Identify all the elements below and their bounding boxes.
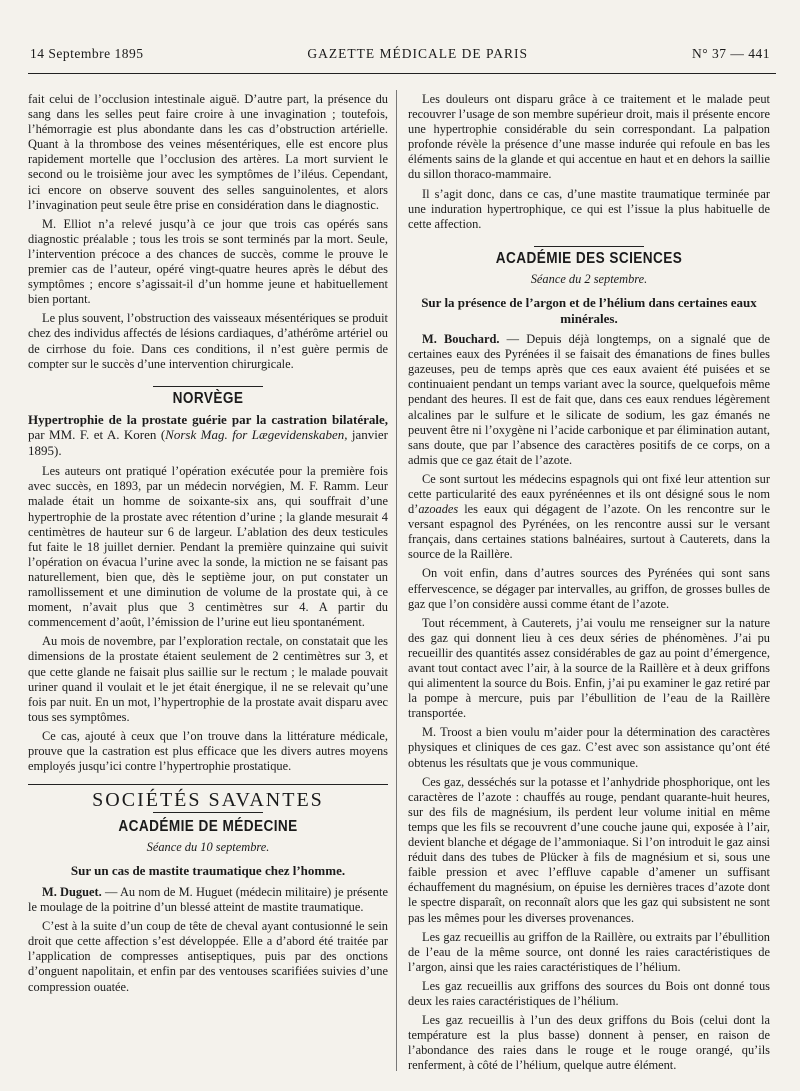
paragraph: Les auteurs ont pratiqué l’opération exécutée pour la première fois avec succès, en 1893, par un médecin norvégien, M. F. Ramm. Leur malade était un homme de soixante-six ans, qui souffrait d’une hypertrophie de la prostate avec rétention d’urine ; la glande mesurait 4 centimètres de hauteur sur 6 de largeur. L’ablation des deux testicules fut faite le 18 juillet dernier. Pendant la première quinzaine qui suivit l’opération on évacua l’urine avec la sonde, la miction ne se faisant pas naturellement, bien que, dès le septième jour, on put constater un ramollissement et une diminution de volume de la prostate qui, à ce moment, n’avait plus que 3 centimètres sur 4. A partir du commencement d’août, l’émission de l’urine eut lieu spontanément. [28,464,388,630]
paragraph [408,332,770,468]
left-column [28,92,388,999]
section-heading-societes: SOCIÉTÉS SAVANTES [92,789,324,812]
paragraph-text: — Depuis déjà longtemps, on a signalé que de certaines eaux des Pyrénées il se faisait des émanations de fines bulles gazeuses, peu de temps après que ces eaux avaient été puisées et se continuaient pendant un temps variant avec la source, quelquefois même pendant des heures. Il est de fait que, dans ces eaux rendues légèrement alcalines par le sulfure et le silicate de sodium, les gaz émanés ne peuvent être ni l’oxygène ni l’acide carbonique et par élimination autant, sans doute, que par l’absence des caractères positifs de ce corps, on a admis que ce gaz était de l’azote. [408,332,770,467]
article-title: Sur la présence de l’argon et de l’hélium dans certaines eaux minérales. [421,295,757,326]
paragraph: Tout récemment, à Cauterets, j’ai voulu me renseigner sur la nature des gaz qui donnent lieu à ces deux séries de phénomènes. J’ai pu recueillir des quantités assez considérables de gaz au point d’émergence, avant tout contact avec l’air, à la source de la Raillère et à deux griffons qui alimentent la source du Bois. Enfin, j’ai pu examiner le gaz retiré par la pompe à mercure, puis par l’ébullition de l’eau de la Raillère transportée. [408,615,770,721]
paragraph: Ce cas, ajouté à ceux que l’on trouve dans la littérature médicale, prouve que la castration est plus efficace que les divers autres moyens employés jusqu’ici contre l’hypertrophie prostatique. [28,728,388,774]
running-header [30,40,770,68]
paragraph: Le plus souvent, l’obstruction des vaisseaux mésentériques se produit chez des individus affectés de lésions cardiaques, d’athérôme artériel ou de cirrhose du foie. Dans ces conditions, il n’est guère permis de compter sur le succès d’une intervention chirurgicale. [28,311,388,371]
term-azoades: azoades [418,502,459,517]
article-title: Sur un cas de mastite traumatique chez l’homme. [70,863,346,879]
section-heading-sciences: ACADÉMIE DES SCIENCES [495,249,683,267]
paragraph [28,885,388,915]
paragraph: Les gaz recueillis au griffon de la Raillère, ou extraits par l’ébullition de l’eau de la même source, ont donné les raies caractéristiques de l’argon, ainsi que les raies caractéristiques de l’hélium. [408,929,770,974]
article-source: Norsk Mag. for Lægevidenskaben, [165,427,348,443]
paragraph: Ces gaz, desséchés sur la potasse et l’anhydride phosphorique, ont les caractères de l’azote : chauffés au rouge, pendant quarante-huit heures, sur des fils de magnésium, ils perdent leur volume initial en même temps que les fils se recouvrent d’une couche jaune qui, exposée à l’air, devient blanche et dégage de l’ammoniaque. Si l’on introduit le gaz ainsi réduit dans des tubes de Plücker à fils de magnésium et si, sous une faible pression et avec l’effluve capable d’amener un suffisant échauffement du magnésium, on épuise les dernières traces d’azote dont le spectre disparaît, on reconnaît alors que les gaz qui subsistent ne sont pas les mêmes pour les diverses provenances. [408,774,770,925]
column-divider [396,90,397,1071]
article-authors: par MM. F. et A. Koren ( [28,427,166,443]
paragraph: Il s’agit donc, dans ce cas, d’une mastite traumatique terminée par une induration hypertrophique, ce qui est l’issue la plus habituelle de cette affection. [408,186,770,231]
paragraph-text: Ce sont surtout les médecins espagnols qui ont fixé leur attention sur cette particularité des eaux pyrénéennes et ils ont désigné sous le nom d’ [408,471,770,517]
paragraph [408,472,770,563]
speaker-name: M. Duguet. [42,884,102,899]
header-rule [28,73,776,74]
paragraph-text: — Au nom de M. Huguet (médecin militaire) je présente le moulage de la poitrine d’un blessé atteint de mastite traumatique. [28,884,388,915]
section-rule [28,784,388,785]
paragraph: M. Elliot n’a relevé jusqu’à ce jour que trois cas opérés sans diagnostic préalable ; tous les trois se sont terminés par la mort. Seule, l’intervention précoce a des chances de succès, comme le prouve le premier cas de l’auteur, opéré vingt-quatre heures après le début des symptômes ; encore s’agissait-il d’un homme jeune et habituellement bien portant. [28,216,388,307]
paragraph: Les douleurs ont disparu grâce à ce traitement et le malade peut recouvrer l’usage de son membre supérieur droit, mais il présente encore une hypertrophie considérable du sein correspondant. La palpation profonde révèle la présence d’une masse indurée qui refoule en bas les éléments sains de la glande et qui accentue en haut et en dehors la saillie du sillon thoraco-mammaire. [408,92,770,182]
article-title [28,412,388,459]
section-rule [153,386,263,387]
paragraph: fait celui de l’occlusion intestinale aiguë. D’autre part, la présence du sang dans les selles peut faire croire à une invagination ; toutefois, l’hémorragie est plus abondante dans les cas d’obstruction artérielle. Quant à la thrombose des veines mésentériques, elle est encore plus rapidement mortelle que l’occlusion des artères. La mort survient le second ou le troisième jour avec les symptômes de l’iléus. Cependant, ici encore on observe souvent des selles sanguinolentes, et alors l’invagination peut seule être prise en considération dans le diagnostic. [28,92,388,212]
issue-number: N° 37 — 441 [691,46,770,61]
paragraph: Au mois de novembre, par l’exploration rectale, on constatait que les dimensions de la prostate étaient seulement de 2 centimètres sur 3, et que cette glande ne faisait plus saillie sur le rectum ; le malade pouvait uriner quand il voulait et le jet était énergique, il ne se relevait qu’une fois par nuit. En un mot, l’hypertrophie de la prostate avait disparu avec tous ses symptômes. [28,634,388,724]
session-date: Séance du 10 septembre. [146,840,270,855]
section-rule [153,812,263,813]
subsection-heading-medecine: ACADÉMIE DE MÉDECINE [118,818,298,836]
session-date: Séance du 2 septembre. [530,271,648,286]
paragraph: M. Troost a bien voulu m’aider pour la détermination des caractères physiques et cliniques de ces gaz. C’est avec son assistance qu’ont été obtenus les résultats que je vous communique. [408,725,770,770]
journal-title: GAZETTE MÉDICALE DE PARIS [307,46,529,61]
paragraph: On voit enfin, dans d’autres sources des Pyrénées qui sont sans effervescence, se dégager par intervalles, au griffon, de grosses bulles de gaz que l’on considère aussi comme étant de l’azote. [408,566,770,611]
article-date: janvier 1895). [28,427,389,458]
section-heading-norvege: NORVÈGE [172,389,244,407]
speaker-name: M. Bouchard. [422,332,500,347]
article-title-main: Hypertrophie de la prostate guérie par la castration bilatérale, [28,411,388,427]
section-rule [534,246,644,247]
paragraph: C’est à la suite d’un coup de tête de cheval ayant contusionné le sein droit que cette affection s’est développée. Elle a d’abord été traitée par l’application de compresses antiseptiques, puis par des onctions d’onguent napolitain, et enfin par des ventouses scarifiées suivies d’une compression ouatée. [28,919,388,994]
paragraph: Les gaz recueillis aux griffons des sources du Bois ont donné tous deux les raies caractéristiques de l’hélium. [408,978,770,1008]
paragraph-text: les eaux qui dégagent de l’azote. On les rencontre sur le versant espagnol des Pyrénées, on les rencontre aussi sur le versant français, dans certaines stations balnéaires, surtout à Cauterets, dans la source de la Raillère. [408,502,770,562]
paragraph: Les gaz recueillis à l’un des deux griffons du Bois (celui dont la température est la plus basse) donnent à penser, en raison de l’abondance des raies dans le rouge et le rouge orangé, qu’ils renferment, à côté de l’hélium, quelque autre élément. [408,1013,770,1073]
header-date: 14 Septembre 1895 [30,46,144,61]
right-column [408,92,770,1077]
